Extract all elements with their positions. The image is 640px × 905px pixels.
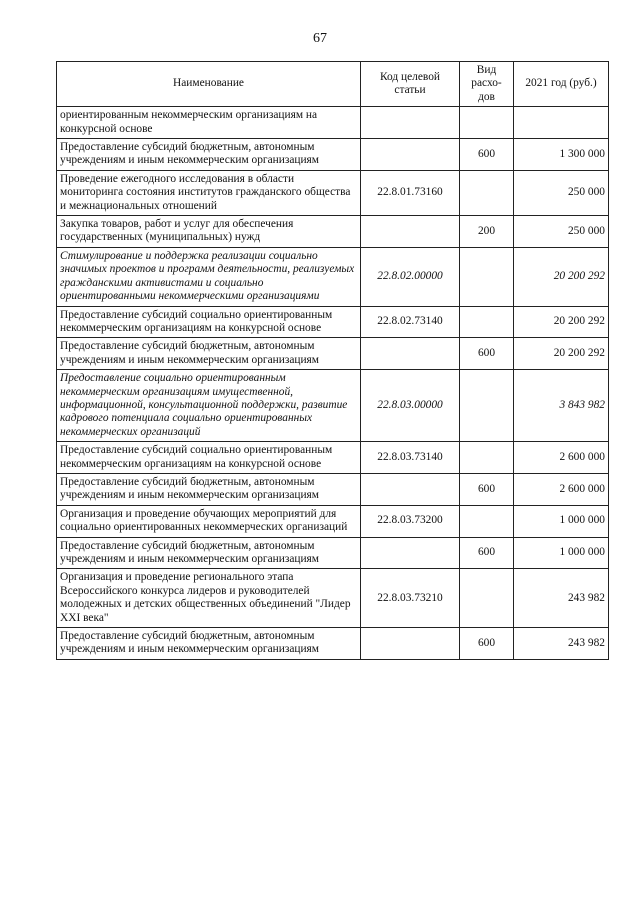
- cell-amount: 2 600 000: [514, 442, 609, 474]
- cell-name: Предоставление социально ориентированным некоммерческим организациям имущественной, информационной, консультационной поддержки, развитие кадрового потенциала социально ориентированных некоммерческих организаций: [57, 370, 361, 442]
- table-header-row: [57, 62, 609, 107]
- table-row: [57, 338, 609, 370]
- cell-type: [460, 170, 514, 215]
- cell-code: [361, 473, 460, 505]
- cell-name: Предоставление субсидий социально ориентированным некоммерческим организациям на конкурсной основе: [57, 306, 361, 338]
- cell-type: 600: [460, 628, 514, 660]
- cell-type: 600: [460, 338, 514, 370]
- cell-code: 22.8.03.00000: [361, 370, 460, 442]
- table-row: [57, 505, 609, 537]
- table-row: [57, 473, 609, 505]
- table-row: [57, 306, 609, 338]
- cell-name: Организация и проведение регионального этапа Всероссийского конкурса лидеров и руководителей молодежных и детских общественных объединений "Лидер XXI века": [57, 569, 361, 628]
- cell-name: Предоставление субсидий бюджетным, автономным учреждениям и иным некоммерческим организациям: [57, 473, 361, 505]
- cell-name: Предоставление субсидий бюджетным, автономным учреждениям и иным некоммерческим организациям: [57, 537, 361, 569]
- cell-code: 22.8.03.73200: [361, 505, 460, 537]
- table-row: [57, 170, 609, 215]
- cell-type: 200: [460, 216, 514, 248]
- table-row: [57, 628, 609, 660]
- cell-name: Стимулирование и поддержка реализации социально значимых проектов и программ деятельности, реализуемых гражданскими активистами и социально ориентированными некоммерческими организациями: [57, 247, 361, 306]
- cell-type: [460, 505, 514, 537]
- table-row: [57, 537, 609, 569]
- cell-type: [460, 107, 514, 139]
- table-row: [57, 247, 609, 306]
- cell-amount: 2 600 000: [514, 473, 609, 505]
- cell-code: [361, 628, 460, 660]
- cell-amount: 1 000 000: [514, 505, 609, 537]
- cell-amount: [514, 107, 609, 139]
- table-row: [57, 370, 609, 442]
- table-row: [57, 107, 609, 139]
- cell-code: [361, 139, 460, 171]
- header-amount: 2021 год (руб.): [514, 62, 609, 107]
- cell-type: [460, 442, 514, 474]
- cell-amount: 1 000 000: [514, 537, 609, 569]
- page-number: 67: [313, 31, 327, 46]
- header-type: Вид расхо-дов: [460, 62, 514, 107]
- table-row: [57, 442, 609, 474]
- table-row: [57, 216, 609, 248]
- cell-type: 600: [460, 537, 514, 569]
- cell-name: Проведение ежегодного исследования в области мониторинга состояния институтов гражданского общества и межнациональных отношений: [57, 170, 361, 215]
- cell-name: Предоставление субсидий социально ориентированным некоммерческим организациям на конкурсной основе: [57, 442, 361, 474]
- cell-code: [361, 537, 460, 569]
- cell-code: [361, 338, 460, 370]
- cell-name: Организация и проведение обучающих мероприятий для социально ориентированных некоммерческих организаций: [57, 505, 361, 537]
- cell-name: Закупка товаров, работ и услуг для обеспечения государственных (муниципальных) нужд: [57, 216, 361, 248]
- cell-name: Предоставление субсидий бюджетным, автономным учреждениям и иным некоммерческим организациям: [57, 139, 361, 171]
- cell-type: [460, 247, 514, 306]
- cell-amount: 1 300 000: [514, 139, 609, 171]
- cell-amount: 20 200 292: [514, 247, 609, 306]
- cell-code: 22.8.03.73140: [361, 442, 460, 474]
- cell-amount: 243 982: [514, 569, 609, 628]
- cell-code: 22.8.02.73140: [361, 306, 460, 338]
- cell-type: 600: [460, 139, 514, 171]
- cell-type: 600: [460, 473, 514, 505]
- cell-amount: 20 200 292: [514, 306, 609, 338]
- budget-table: [56, 61, 609, 660]
- cell-type: [460, 370, 514, 442]
- cell-name: Предоставление субсидий бюджетным, автономным учреждениям и иным некоммерческим организациям: [57, 628, 361, 660]
- table-row: [57, 139, 609, 171]
- cell-amount: 3 843 982: [514, 370, 609, 442]
- header-code: Код целевой статьи: [361, 62, 460, 107]
- cell-amount: 243 982: [514, 628, 609, 660]
- cell-code: 22.8.01.73160: [361, 170, 460, 215]
- cell-name: ориентированным некоммерческим организациям на конкурсной основе: [57, 107, 361, 139]
- cell-code: [361, 216, 460, 248]
- table-body: [57, 107, 609, 660]
- cell-code: 22.8.02.00000: [361, 247, 460, 306]
- cell-type: [460, 306, 514, 338]
- header-name: Наименование: [57, 62, 361, 107]
- cell-name: Предоставление субсидий бюджетным, автономным учреждениям и иным некоммерческим организациям: [57, 338, 361, 370]
- cell-amount: 20 200 292: [514, 338, 609, 370]
- cell-amount: 250 000: [514, 170, 609, 215]
- cell-amount: 250 000: [514, 216, 609, 248]
- cell-type: [460, 569, 514, 628]
- table-row: [57, 569, 609, 628]
- cell-code: [361, 107, 460, 139]
- cell-code: 22.8.03.73210: [361, 569, 460, 628]
